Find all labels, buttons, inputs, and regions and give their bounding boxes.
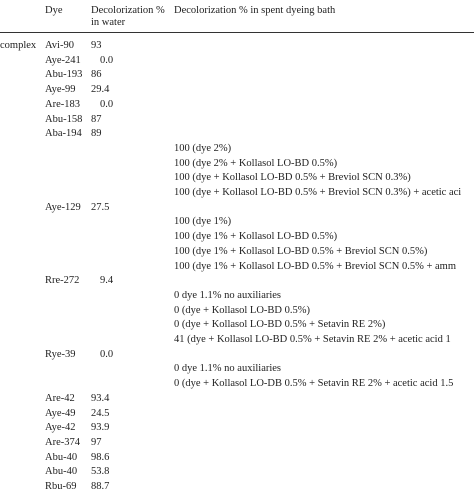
bath-decolorization-cell: 100 (dye 1% + Kollasol LO-BD 0.5% + Breviol SCN 0.5% + amm — [174, 260, 456, 272]
dye-cell: Aye-42 — [45, 422, 76, 434]
bath-decolorization-cell: 100 (dye 1% + Kollasol LO-BD 0.5% + Breviol SCN 0.5%) — [174, 245, 428, 257]
bath-decolorization-cell: 0 dye 1.1% no auxiliaries — [174, 289, 282, 301]
bath-decolorization-cell: 100 (dye 2%) — [174, 142, 232, 154]
water-decolorization-cell: 24.5 — [91, 407, 110, 419]
dye-cell: Aye-241 — [45, 54, 81, 66]
table-row — [0, 478, 474, 496]
bath-decolorization-cell: 100 (dye 2% + Kollasol LO-BD 0.5%) — [174, 157, 338, 169]
water-decolorization-cell: 93.4 — [91, 392, 110, 404]
water-decolorization-cell: 29.4 — [91, 84, 110, 96]
water-decolorization-cell: 93.9 — [91, 422, 110, 434]
water-decolorization-cell: 27.5 — [91, 201, 110, 213]
bath-decolorization-cell: 0 dye 1.1% no auxiliaries — [174, 363, 282, 375]
dye-cell: Aye-129 — [45, 201, 81, 213]
header-water-line1: Decolorization % — [91, 5, 165, 16]
dye-cell: Are-374 — [45, 436, 80, 448]
dye-cell: Avi-90 — [45, 40, 74, 51]
header-bath: Decolorization % in spent dyeing bath — [174, 5, 336, 16]
dye-cell: Aba-194 — [45, 128, 82, 140]
water-decolorization-cell: 0.0 — [100, 98, 114, 110]
water-decolorization-cell: 93 — [91, 40, 102, 51]
water-decolorization-cell: 9.4 — [100, 275, 114, 287]
water-decolorization-cell: 89 — [91, 128, 102, 140]
bath-decolorization-cell: 100 (dye 1%) — [174, 216, 232, 228]
dye-cell: Abu-158 — [45, 113, 83, 125]
dye-cell: Abu-193 — [45, 69, 83, 81]
bath-decolorization-cell: 41 (dye + Kollasol LO-BD 0.5% + Setavin RE 2% + acetic acid 1 — [174, 334, 451, 345]
water-decolorization-cell: 0.0 — [100, 54, 114, 66]
bath-decolorization-cell: 0 (dye + Kollasol LO-BD 0.5%) — [174, 304, 310, 316]
bath-decolorization-cell: 100 (dye 1% + Kollasol LO-BD 0.5%) — [174, 231, 338, 243]
bath-decolorization-cell: 0 (dye + Kollasol LO-BD 0.5% + Setavin RE 2%) — [174, 319, 386, 331]
water-decolorization-cell: 53.8 — [91, 466, 110, 478]
header-rule — [0, 32, 474, 33]
dye-cell: Aye-49 — [45, 407, 76, 419]
bath-decolorization-cell: 100 (dye + Kollasol LO-BD 0.5% + Breviol SCN 0.3%) — [174, 172, 411, 184]
bath-decolorization-cell: 100 (dye + Kollasol LO-BD 0.5% + Breviol SCN 0.3%) + acetic aci — [174, 187, 462, 198]
bath-decolorization-cell: 0 (dye + Kollasol LO-DB 0.5% + Setavin RE 2% + acetic acid 1.5 — [174, 378, 454, 390]
water-decolorization-cell: 97 — [91, 436, 102, 448]
dye-cell: Rre-272 — [45, 275, 80, 287]
water-decolorization-cell: 0.0 — [100, 348, 114, 360]
dye-cell: Abu-40 — [45, 451, 78, 463]
dye-cell: Are-42 — [45, 392, 75, 404]
water-decolorization-cell: 87 — [91, 113, 102, 125]
dye-cell: Are-183 — [45, 98, 80, 110]
group-label: complex — [0, 40, 37, 51]
header-water-line2: in water — [91, 17, 126, 28]
header-dye: Dye — [45, 5, 63, 16]
water-decolorization-cell: 86 — [91, 69, 102, 81]
water-decolorization-cell: 88.7 — [91, 481, 110, 492]
dye-cell: Aye-99 — [45, 84, 76, 96]
dye-cell: Rbu-69 — [45, 481, 77, 492]
dye-cell: Rye-39 — [45, 348, 76, 360]
water-decolorization-cell: 98.6 — [91, 451, 110, 463]
dye-cell: Abu-40 — [45, 466, 78, 478]
